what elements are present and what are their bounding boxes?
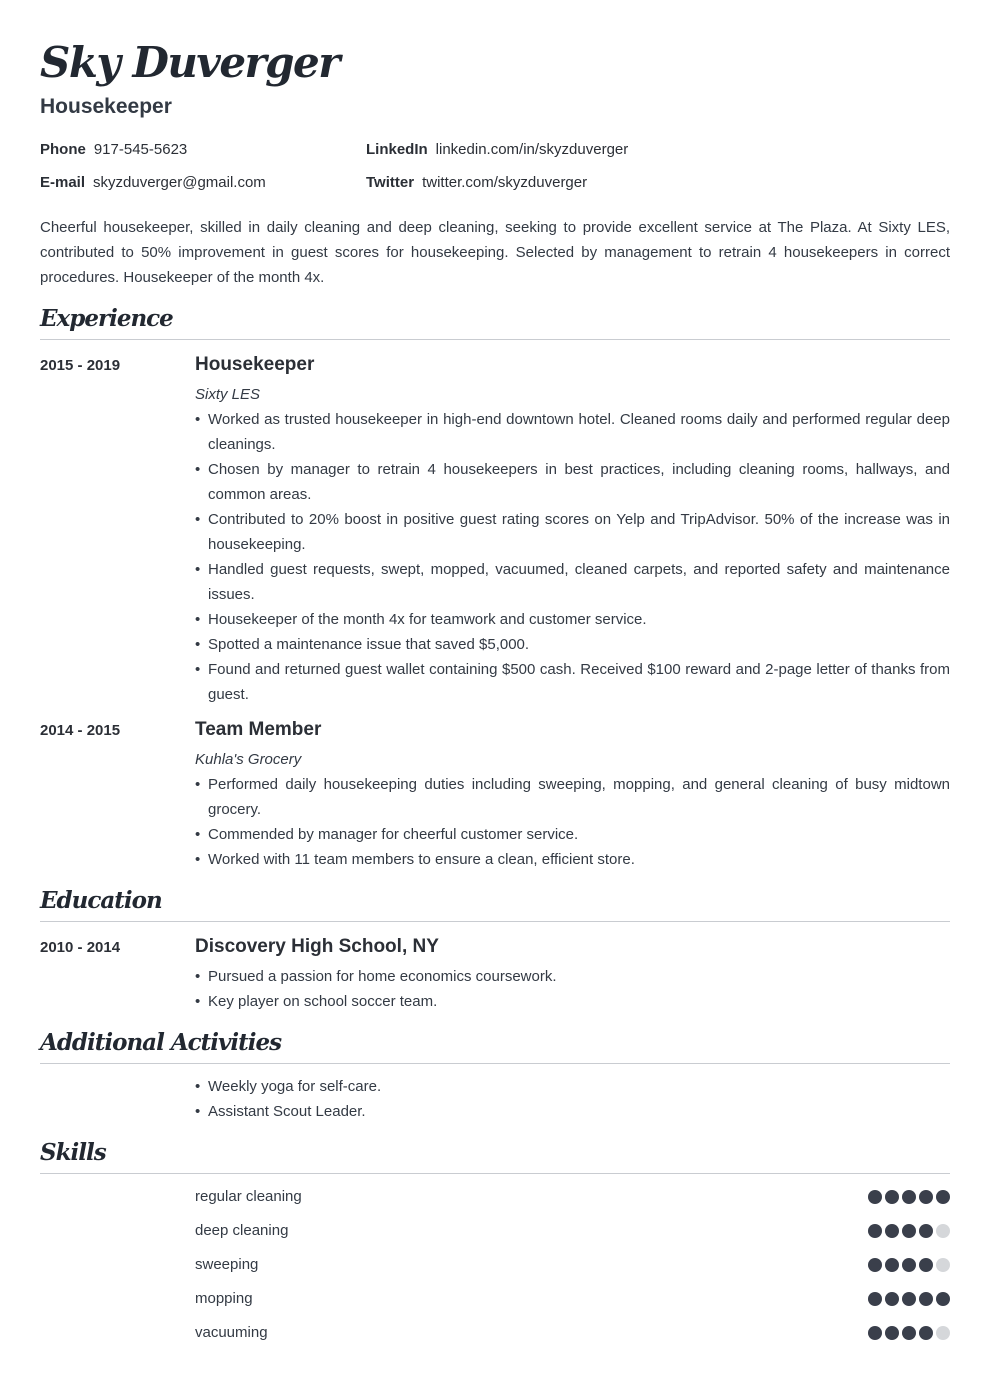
list-item: • Handled guest requests, swept, mopped, vacuumed, cleaned carpets, and reported safety and maintenance issues. — [195, 557, 950, 607]
rating-dot-filled — [919, 1190, 933, 1204]
job-title: Team Member — [195, 719, 322, 740]
contact-phone — [40, 140, 187, 160]
experience-heading: Experience — [40, 305, 173, 332]
rating-dot-filled — [885, 1190, 899, 1204]
experience-divider — [40, 339, 950, 340]
activities-bullets — [195, 1074, 950, 1124]
list-item: • Spotted a maintenance issue that saved $5,000. — [195, 632, 950, 657]
rating-dot-filled — [868, 1190, 882, 1204]
list-item: • Performed daily housekeeping duties including sweeping, mopping, and general cleaning of busy midtown grocery. — [195, 772, 950, 822]
job-bullets — [195, 772, 950, 872]
education-dates: 2010 - 2014 — [40, 939, 121, 956]
list-item: • Commended by manager for cheerful customer service. — [195, 822, 950, 847]
phone-value[interactable]: 917-545-5623 — [93, 141, 188, 158]
skill-row — [195, 1221, 950, 1241]
rating-dot-filled — [885, 1258, 899, 1272]
rating-dot-empty — [936, 1326, 950, 1340]
rating-dot-filled — [902, 1224, 916, 1238]
rating-dot-filled — [902, 1190, 916, 1204]
rating-dot-filled — [902, 1258, 916, 1272]
rating-dot-filled — [885, 1224, 899, 1238]
skills-heading: Skills — [40, 1139, 106, 1166]
skill-row — [195, 1323, 950, 1343]
list-item: • Key player on school soccer team. — [195, 989, 950, 1014]
skill-rating — [868, 1326, 950, 1340]
skill-rating — [868, 1292, 950, 1306]
rating-dot-filled — [885, 1292, 899, 1306]
list-item: • Pursued a passion for home economics coursework. — [195, 964, 950, 989]
job-company: Kuhla's Grocery — [195, 751, 302, 768]
candidate-name: Sky Duverger — [40, 38, 339, 87]
rating-dot-filled — [919, 1258, 933, 1272]
job-company: Sixty LES — [195, 386, 261, 403]
skill-row — [195, 1289, 950, 1309]
rating-dot-filled — [902, 1292, 916, 1306]
job-dates: 2014 - 2015 — [40, 722, 121, 739]
twitter-label: Twitter — [366, 174, 415, 191]
list-item: • Contributed to 20% boost in positive guest rating scores on Yelp and TripAdvisor. 50% of the increase was in housekeeping. — [195, 507, 950, 557]
profile-summary: Cheerful housekeeper, skilled in daily cleaning and deep cleaning, seeking to provide excellent service at The Plaza. At Sixty LES, contributed to 50% improvement in guest scores for housekeeping. Selected by management to retrain 4 housekeepers in correct procedures. Housekeeper of the month 4x. — [40, 219, 950, 286]
skill-rating — [868, 1224, 950, 1238]
rating-dot-filled — [919, 1292, 933, 1306]
activities-heading: Additional Activities — [40, 1029, 282, 1056]
education-divider — [40, 921, 950, 922]
rating-dot-empty — [936, 1224, 950, 1238]
linkedin-link[interactable]: linkedin.com/in/skyzduverger — [435, 141, 629, 158]
education-heading: Education — [40, 887, 162, 914]
skill-name: vacuuming — [195, 1324, 268, 1341]
rating-dot-filled — [868, 1326, 882, 1340]
school-name: Discovery High School, NY — [195, 936, 439, 957]
skill-rating — [868, 1258, 950, 1272]
rating-dot-filled — [902, 1326, 916, 1340]
twitter-link[interactable]: twitter.com/skyzduverger — [422, 174, 588, 191]
phone-label: Phone — [40, 141, 86, 158]
rating-dot-filled — [868, 1292, 882, 1306]
list-item: • Weekly yoga for self-care. — [195, 1074, 950, 1099]
list-item: • Worked as trusted housekeeper in high-end downtown hotel. Cleaned rooms daily and performed regular deep cleanings. — [195, 407, 950, 457]
education-bullets — [195, 964, 950, 1014]
rating-dot-filled — [885, 1326, 899, 1340]
activities-divider — [40, 1063, 950, 1064]
job-title: Housekeeper — [195, 354, 315, 375]
job-dates: 2015 - 2019 — [40, 357, 121, 374]
rating-dot-filled — [936, 1190, 950, 1204]
list-item: • Worked with 11 team members to ensure a clean, efficient store. — [195, 847, 950, 872]
list-item: • Housekeeper of the month 4x for teamwork and customer service. — [195, 607, 950, 632]
job-bullets — [195, 407, 950, 707]
list-item: • Assistant Scout Leader. — [195, 1099, 950, 1124]
candidate-role: Housekeeper — [40, 95, 172, 118]
skill-row — [195, 1187, 950, 1207]
skill-name: mopping — [195, 1290, 253, 1307]
email-label: E-mail — [40, 174, 86, 191]
contact-twitter — [366, 173, 587, 193]
skill-name: regular cleaning — [195, 1188, 302, 1205]
contact-email — [40, 173, 266, 193]
rating-dot-filled — [868, 1258, 882, 1272]
linkedin-label: LinkedIn — [366, 141, 428, 158]
rating-dot-filled — [919, 1326, 933, 1340]
rating-dot-empty — [936, 1258, 950, 1272]
skill-name: sweeping — [195, 1256, 259, 1273]
contact-linkedin — [366, 140, 628, 160]
skill-row — [195, 1255, 950, 1275]
list-item: • Found and returned guest wallet containing $500 cash. Received $100 reward and 2-page letter of thanks from guest. — [195, 657, 950, 707]
skill-rating — [868, 1190, 950, 1204]
list-item: • Chosen by manager to retrain 4 housekeepers in best practices, including cleaning rooms, hallways, and common areas. — [195, 457, 950, 507]
rating-dot-filled — [868, 1224, 882, 1238]
rating-dot-filled — [936, 1292, 950, 1306]
skill-name: deep cleaning — [195, 1222, 289, 1239]
email-link[interactable]: skyzduverger@gmail.com — [93, 174, 266, 191]
skills-divider — [40, 1173, 950, 1174]
rating-dot-filled — [919, 1224, 933, 1238]
